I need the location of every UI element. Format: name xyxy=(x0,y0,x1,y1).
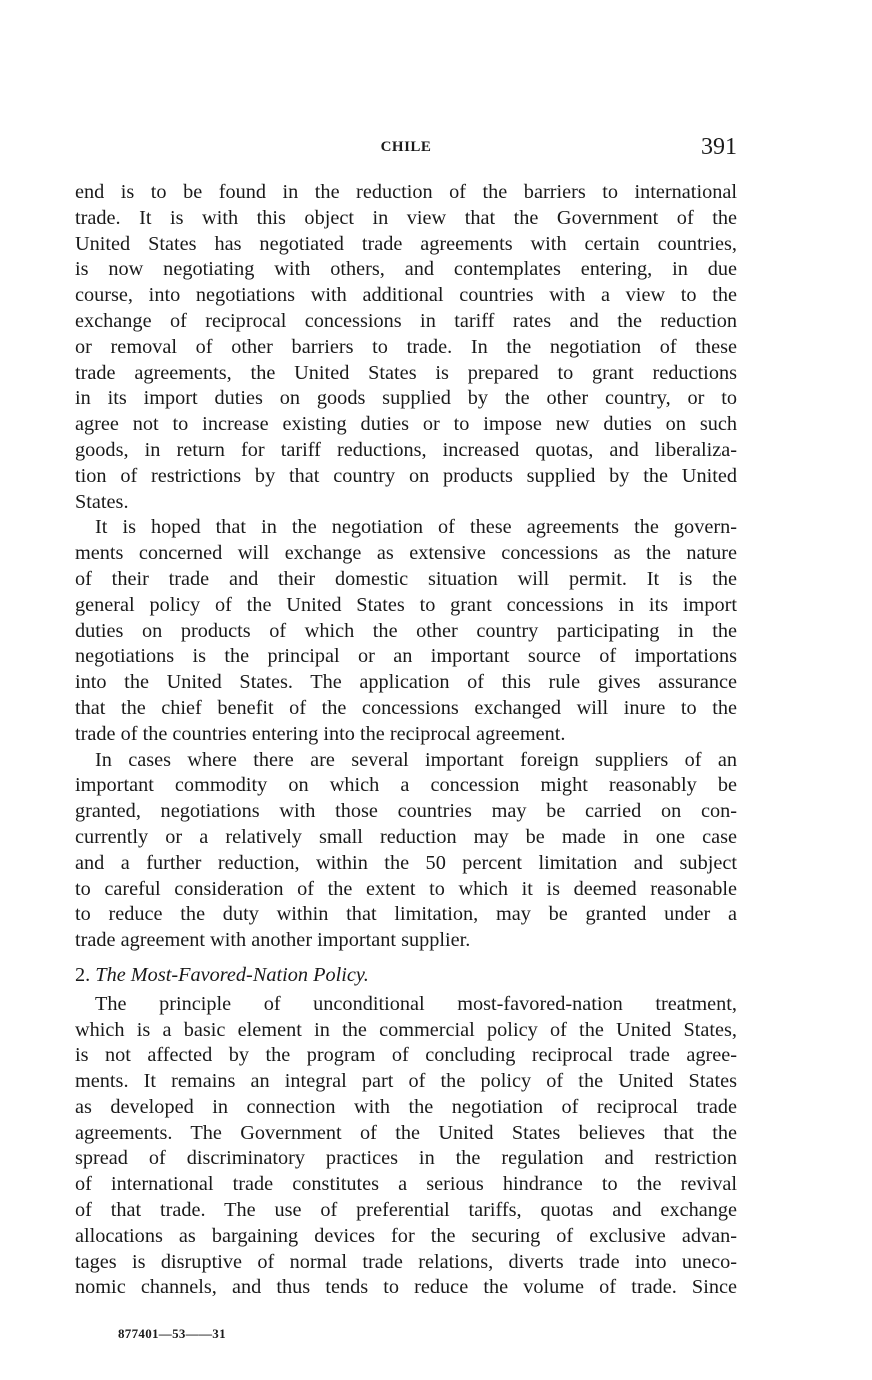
text-line: which is a basic element in the commercial policy of the United States, xyxy=(75,1018,737,1041)
page-number: 391 xyxy=(701,134,737,160)
text-line: of international trade constitutes a serious hindrance to the revival xyxy=(75,1173,737,1196)
text-line: trade agreement with another important supplier. xyxy=(75,929,471,952)
text-line: ments. It remains an integral part of the policy of the United States xyxy=(75,1070,737,1093)
text-line: nomic channels, and thus tends to reduce the volume of trade. Since xyxy=(75,1276,737,1299)
section-title: The Most-Favored-Nation Policy. xyxy=(95,963,369,986)
paragraph xyxy=(75,515,737,747)
text-line: trade. It is with this object in view that the Government of the xyxy=(75,206,737,229)
text-line: as developed in connection with the negotiation of reciprocal trade xyxy=(75,1095,737,1118)
text-line: allocations as bargaining devices for the securing of exclusive advan- xyxy=(75,1224,737,1247)
text-line: or removal of other barriers to trade. In the negotiation of these xyxy=(75,335,737,358)
text-line: agreements. The Government of the United States believes that the xyxy=(75,1121,737,1144)
text-line: The principle of unconditional most-favored-nation treatment, xyxy=(95,992,737,1015)
text-line: negotiations is the principal or an important source of importations xyxy=(75,645,737,668)
text-line: into the United States. The application of this rule gives assurance xyxy=(75,671,737,694)
text-line: in its import duties on goods supplied by the other country, or to xyxy=(75,387,737,410)
text-line: agree not to increase existing duties or to impose new duties on such xyxy=(75,413,737,436)
text-line: end is to be found in the reduction of the barriers to international xyxy=(75,181,737,203)
text-line: tion of restrictions by that country on products supplied by the United xyxy=(75,464,737,487)
text-line: trade of the countries entering into the reciprocal agreement. xyxy=(75,722,566,745)
text-line: spread of discriminatory practices in the regulation and restriction xyxy=(75,1147,737,1170)
text-line: and a further reduction, within the 50 percent limitation and subject xyxy=(75,851,737,874)
running-head xyxy=(75,134,737,164)
running-title: CHILE xyxy=(380,139,432,155)
text-line: to reduce the duty within that limitation, may be granted under a xyxy=(75,903,737,926)
text-line: is now negotiating with others, and contemplates entering, in due xyxy=(75,258,737,281)
text-line: States. xyxy=(75,490,129,513)
text-line: important commodity on which a concession might reasonably be xyxy=(75,774,737,797)
text-line: tages is disruptive of normal trade relations, diverts trade into uneco- xyxy=(75,1250,737,1273)
section-heading xyxy=(75,963,737,989)
text-line: general policy of the United States to grant concessions in its import xyxy=(75,593,737,616)
text-line: of their trade and their domestic situation will permit. It is the xyxy=(75,567,737,590)
body-text xyxy=(75,180,737,1301)
text-line: United States has negotiated trade agreements with certain countries, xyxy=(75,232,737,255)
paragraph xyxy=(75,748,737,954)
text-line: is not affected by the program of concluding reciprocal trade agree- xyxy=(75,1044,737,1067)
text-line: duties on products of which the other country participating in the xyxy=(75,619,737,642)
text-line: ments concerned will exchange as extensive concessions as the nature xyxy=(75,542,737,565)
text-line: currently or a relatively small reduction may be made in one case xyxy=(75,825,737,848)
text-line: course, into negotiations with additional countries with a view to the xyxy=(75,284,737,307)
paragraph xyxy=(75,180,737,515)
text-line: exchange of reciprocal concessions in tariff rates and the reduction xyxy=(75,309,737,332)
text-line: It is hoped that in the negotiation of these agreements the govern- xyxy=(95,516,737,539)
section-number: 2. xyxy=(75,963,91,986)
text-line: that the chief benefit of the concessions exchanged will inure to the xyxy=(75,696,737,719)
text-line: In cases where there are several important foreign suppliers of an xyxy=(95,748,737,771)
text-line: goods, in return for tariff reductions, increased quotas, and liberaliza- xyxy=(75,438,737,461)
text-line: granted, negotiations with those countries may be carried on con- xyxy=(75,800,737,823)
print-code: 877401—53——31 xyxy=(118,1326,226,1341)
text-line: trade agreements, the United States is prepared to grant reductions xyxy=(75,361,737,384)
paragraph xyxy=(75,992,737,1302)
text-line: to careful consideration of the extent to which it is deemed reasonable xyxy=(75,877,737,900)
text-line: of that trade. The use of preferential tariffs, quotas and exchange xyxy=(75,1199,737,1222)
